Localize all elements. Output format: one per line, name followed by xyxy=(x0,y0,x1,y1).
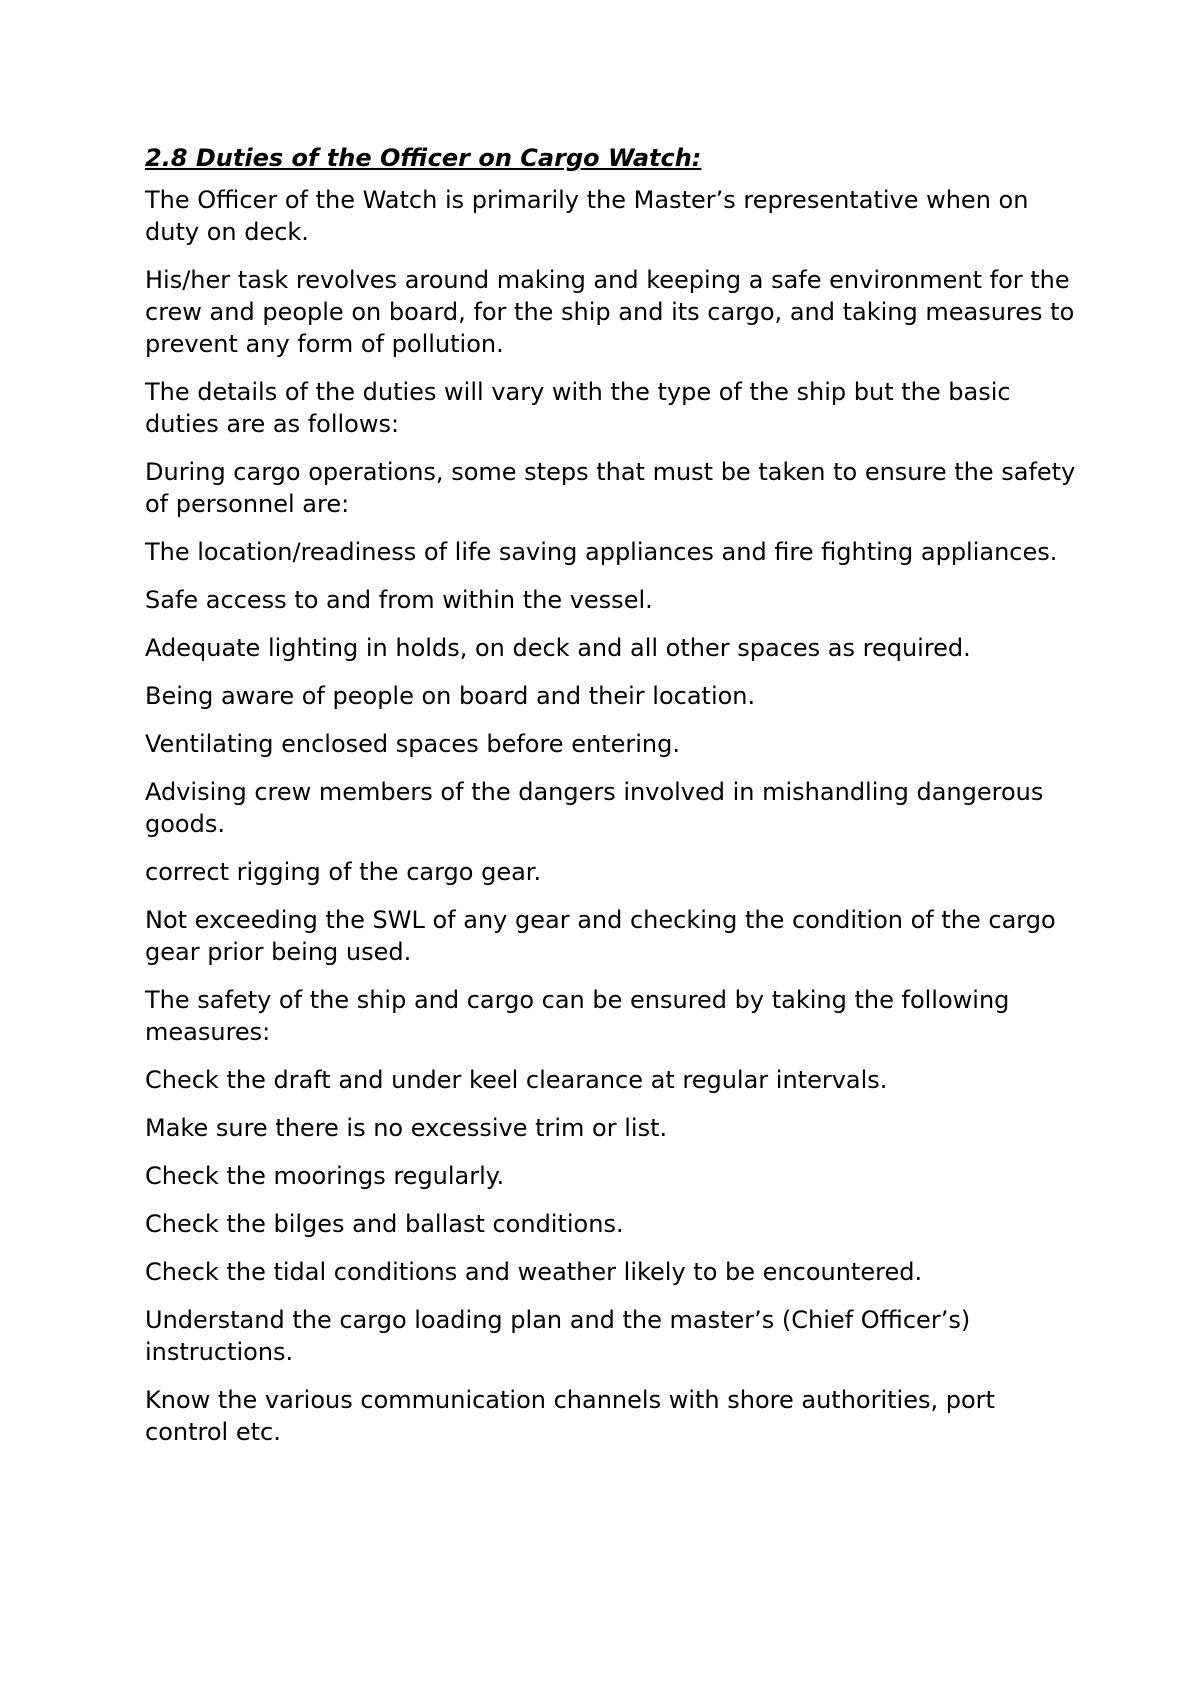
paragraph: The Officer of the Watch is primarily the Master’s representative when on duty on deck. xyxy=(145,186,1029,246)
paragraph: Ventilating enclosed spaces before entering. xyxy=(145,730,680,758)
paragraph: Advising crew members of the dangers involved in mishandling dangerous goods. xyxy=(145,778,1044,838)
paragraph: His/her task revolves around making and keeping a safe environment for the crew and people on board, for the ship and its cargo, and taking measures to prevent any form of pollution. xyxy=(145,266,1075,358)
section-heading: 2.8 Duties of the Officer on Cargo Watch: xyxy=(145,144,702,172)
paragraph: The location/readiness of life saving appliances and fire fighting appliances. xyxy=(145,538,1058,566)
paragraph: During cargo operations, some steps that must be taken to ensure the safety of personnel are: xyxy=(145,458,1076,518)
paragraph: Check the tidal conditions and weather likely to be encountered. xyxy=(145,1258,923,1286)
paragraph: The details of the duties will vary with the type of the ship but the basic duties are as follows: xyxy=(145,378,1011,438)
paragraph: Make sure there is no excessive trim or list. xyxy=(145,1114,668,1142)
paragraph: Understand the cargo loading plan and the master’s (Chief Officer’s) instructions. xyxy=(145,1306,971,1366)
paragraph: The safety of the ship and cargo can be ensured by taking the following measures: xyxy=(145,986,1010,1046)
paragraph: Not exceeding the SWL of any gear and checking the condition of the cargo gear prior being used. xyxy=(145,906,1056,966)
paragraph: Check the draft and under keel clearance at regular intervals. xyxy=(145,1066,888,1094)
paragraph: Adequate lighting in holds, on deck and all other spaces as required. xyxy=(145,634,971,662)
paragraph: correct rigging of the cargo gear. xyxy=(145,858,542,886)
paragraph: Being aware of people on board and their location. xyxy=(145,682,756,710)
paragraph: Check the bilges and ballast conditions. xyxy=(145,1210,624,1238)
document-page xyxy=(145,142,1085,1464)
paragraph: Know the various communication channels with shore authorities, port control etc. xyxy=(145,1386,995,1446)
paragraph: Check the moorings regularly. xyxy=(145,1162,505,1190)
paragraph: Safe access to and from within the vessel. xyxy=(145,586,653,614)
